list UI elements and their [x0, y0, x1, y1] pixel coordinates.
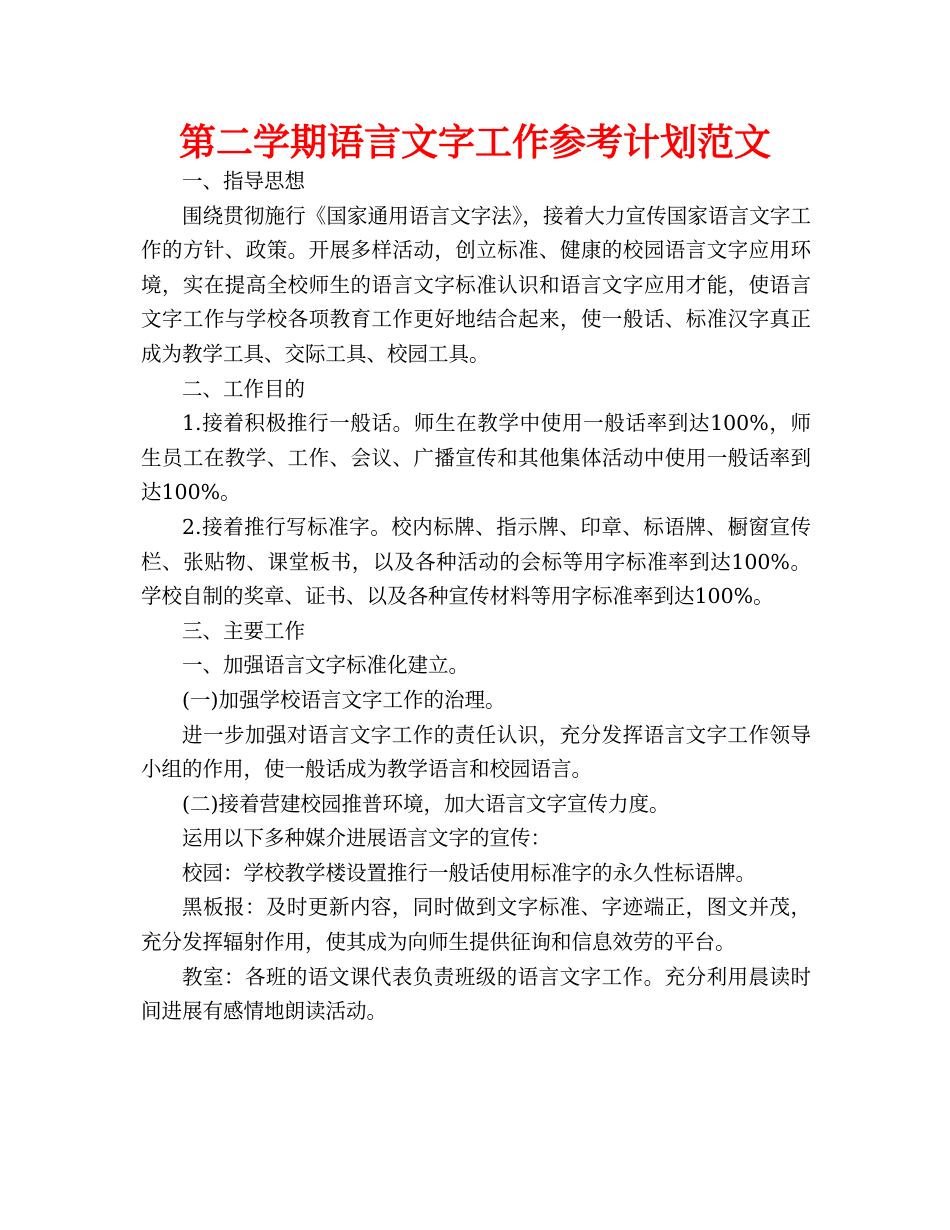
document-body [141, 164, 811, 1029]
section-heading: 三、主要工作 [182, 618, 305, 643]
body-paragraph: 黑板报：及时更新内容，同时做到文字标准、字迹端正，图文并茂，充分发挥辐射作用，使其成为向师生提供征询和信息效劳的平台。 [141, 895, 811, 955]
body-paragraph: 2.接着推行写标准字。校内标牌、指示牌、印章、标语牌、橱窗宣传栏、张贴物、课堂板书，以及各种活动的会标等用字标准率到达100%。学校自制的奖章、证书、以及各种宣传材料等用字标准率到达100%。 [141, 514, 811, 609]
subsection-heading: 一、加强语言文字标准化建立。 [182, 653, 469, 678]
body-paragraph: 运用以下多种媒介进展语言文字的宣传： [182, 826, 551, 851]
subsection-heading: (二)接着营建校园推普环境，加大语言文字宣传力度。 [182, 791, 670, 816]
body-paragraph: 1.接着积极推行一般话。师生在教学中使用一般话率到达100%，师生员工在教学、工作、会议、广播宣传和其他集体活动中使用一般话率到达100%。 [141, 411, 811, 505]
section-heading: 二、工作目的 [182, 376, 305, 401]
section-heading: 一、指导思想 [182, 169, 305, 193]
body-paragraph: 围绕贯彻施行《国家通用语言文字法》，接着大力宣传国家语言文字工作的方针、政策。开展多样活动，创立标准、健康的校园语言文字应用环境，实在提高全校师生的语言文字标准认识和语言文字应用才能，使语言文字工作与学校各项教育工作更好地结合起来，使一般话、标准汉字真正成为教学工具、交际工具、校园工具。 [141, 203, 811, 366]
body-paragraph: 教室：各班的语文课代表负责班级的语言文字工作。充分利用晨读时间进展有感情地朗读活动。 [141, 964, 811, 1024]
document-title: 第二学期语言文字工作参考计划范文 [179, 121, 771, 164]
body-paragraph: 校园：学校教学楼设置推行一般话使用标准字的永久性标语牌。 [182, 860, 756, 885]
subsection-heading: (一)加强学校语言文字工作的治理。 [182, 687, 506, 712]
body-paragraph: 进一步加强对语言文字工作的责任认识，充分发挥语言文字工作领导小组的作用，使一般话成为教学语言和校园语言。 [141, 722, 811, 782]
